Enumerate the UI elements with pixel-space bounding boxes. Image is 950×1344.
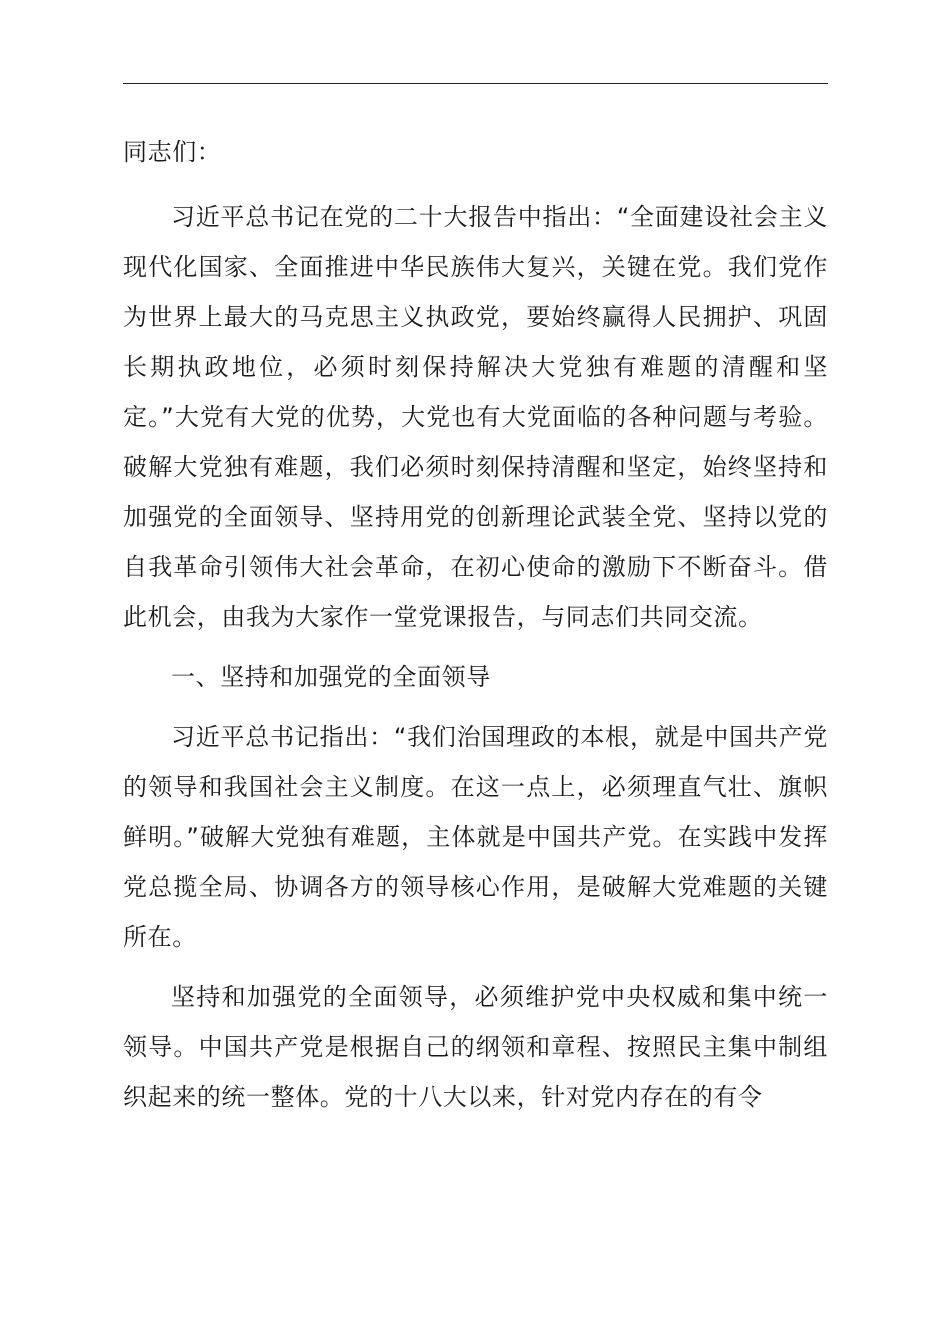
paragraph-quote: 习近平总书记指出：“我们治国理政的本根，就是中国共产党的领导和我国社会主义制度。在这一点上，必须理直气壮、旗帜鲜明。”破解大党独有难题，主体就是中国共产党。在实践中发挥党总揽全局、协调各方的领导核心作用，是破解大党难题的关键所在。 [123, 723, 828, 951]
section-heading: 一、坚持和加强党的全面领导 [171, 663, 491, 691]
header-rule [123, 83, 828, 84]
salutation: 同志们： [123, 138, 222, 166]
document-body [123, 127, 828, 1132]
paragraph-intro: 习近平总书记在党的二十大报告中指出：“全面建设社会主义现代化国家、全面推进中华民族伟大复兴，关键在党。我们党作为世界上最大的马克思主义执政党，要始终赢得人民拥护、巩固长期执政地位，必须时刻保持解决大党独有难题的清醒和坚定。”大党有大党的优势，大党也有大党面临的各种问题与考验。破解大党独有难题，我们必须时刻保持清醒和坚定，始终坚持和加强党的全面领导、坚持用党的创新理论武装全党、坚持以党的自我革命引领伟大社会革命，在初心使命的激励下不断奋斗。借此机会，由我为大家作一堂党课报告，与同志们共同交流。 [123, 203, 828, 631]
paragraph-leadership: 坚持和加强党的全面领导，必须维护党中央权威和集中统一领导。中国共产党是根据自己的纲领和章程、按照民主集中制组织起来的统一整体。党的十八大以来，针对党内存在的有令 [123, 983, 828, 1111]
